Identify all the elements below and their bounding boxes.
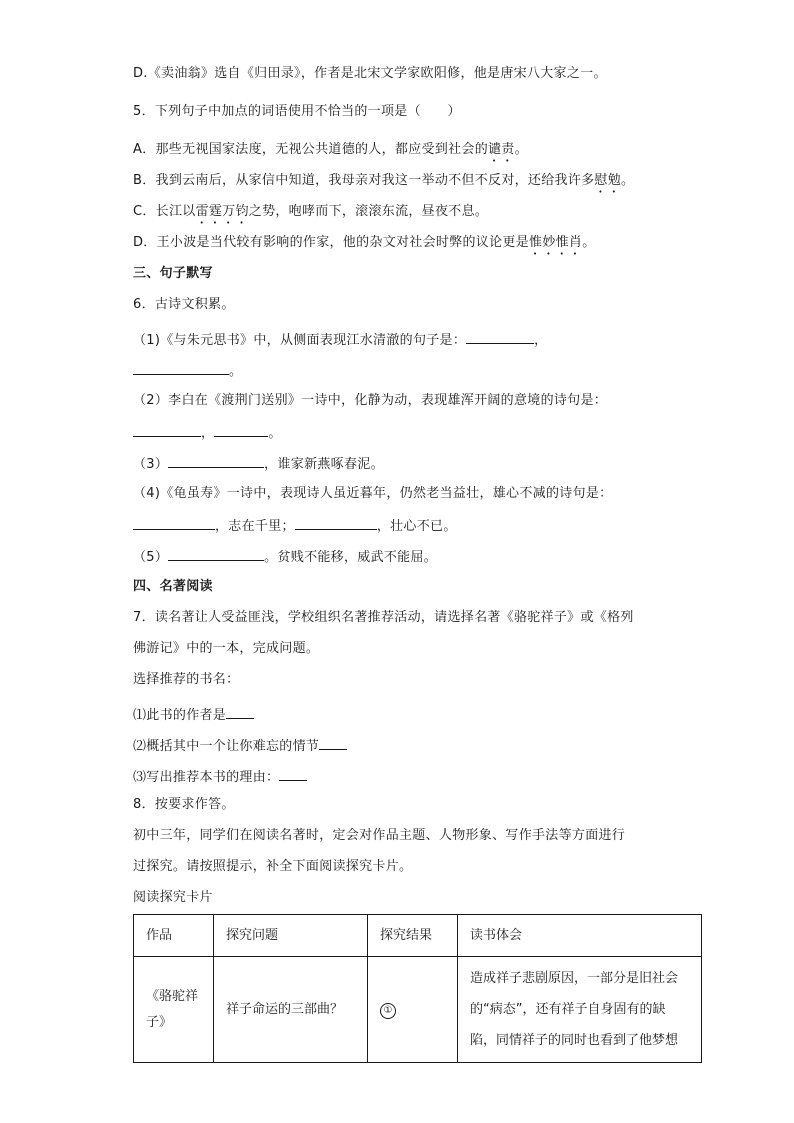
q7-stem-line2: 佛游记》中的一本，完成问题。 (133, 641, 320, 656)
q5-option-b (133, 171, 634, 196)
q5-d-text: D．王小波是当代较有影响的作家，他的杂文对社会时弊的议论更是 (133, 235, 530, 250)
q6-2-comma: ， (201, 426, 215, 441)
reflection-line3: 陷，同情祥子的同时也看到了他梦想 (470, 1033, 679, 1048)
q5-b-text: B．我到云南后，从家信中知道，我母亲对我这一举动不但不反对，还给我许多 (133, 173, 595, 188)
answer-blank[interactable] (133, 360, 229, 375)
q6-3-number: （3） (133, 457, 169, 472)
answer-blank[interactable] (319, 735, 347, 750)
q7-3-text: ⑶写出推荐本书的理由： (133, 770, 280, 785)
cell-reflection (458, 957, 702, 1063)
q5-d-dotted-word: 惟妙惟肖 (529, 235, 583, 250)
table-header-row (134, 915, 702, 957)
answer-blank[interactable] (168, 546, 264, 561)
q6-4-text-end: ，壮心不已。 (376, 519, 457, 534)
q7-book-choice: 选择推荐的书名： (133, 672, 240, 687)
reflection-line1: 造成祥子悲剧原因，一部分是旧社会 (470, 971, 679, 986)
q7-item-2 (133, 735, 347, 757)
q5-stem: 5．下列句子中加点的词语使用不恰当的一项是（ ） (133, 104, 461, 119)
q6-item-4: （4)《龟虽寿》一诗中，表现诗人虽近暮年，仍然老当益壮，雄心不减的诗句是： (133, 486, 613, 501)
section-4-heading: 四、名著阅读 (133, 579, 213, 594)
work-title-line2: 子》 (146, 1014, 173, 1030)
q5-c-end: 之势，咆哮而下，滚滚东流，昼夜不息。 (248, 204, 489, 219)
q6-item-3 (133, 453, 384, 475)
q7-item-3 (133, 766, 307, 788)
header-result: 探究结果 (368, 915, 458, 957)
q5-a-dotted-word: 谴责 (488, 142, 515, 157)
answer-blank[interactable] (226, 704, 254, 719)
answer-blank[interactable] (168, 453, 264, 468)
q6-5-text: 。贫贱不能移，威武不能屈。 (264, 550, 438, 565)
q5-d-end: 。 (582, 235, 596, 250)
q5-a-end: 。 (514, 142, 528, 157)
circled-number-1: ① (380, 1003, 396, 1019)
answer-blank[interactable] (279, 766, 307, 781)
header-question: 探究问题 (214, 915, 368, 957)
q6-item-2-cont (133, 422, 282, 444)
table-row (134, 957, 702, 1063)
q6-item-4-cont (133, 515, 457, 537)
q6-item-1-cont (133, 360, 242, 382)
answer-blank[interactable] (133, 515, 215, 530)
q6-1-period: 。 (229, 364, 243, 379)
reflection-line2: 的“病态”，还有祥子自身固有的缺 (470, 1002, 666, 1017)
q8-desc-line1: 初中三年，同学们在阅读名著时，定会对作品主题、人物形象、写作手法等方面进行 (133, 828, 626, 843)
q6-item-2: （2）李白在《渡荆门送别》一诗中，化静为动，表现雄浑开阔的意境的诗句是： (133, 393, 608, 408)
q7-2-text: ⑵概括其中一个让你难忘的情节 (133, 739, 320, 754)
section-3-heading: 三、句子默写 (133, 266, 213, 281)
answer-blank[interactable] (295, 515, 377, 530)
cell-result[interactable] (368, 957, 458, 1063)
q5-option-d (133, 233, 596, 258)
answer-blank[interactable] (133, 422, 201, 437)
q5-a-text: A．那些无视国家法度，无视公共道德的人，都应受到社会的 (133, 142, 488, 157)
q6-1-text: （1)《与朱元思书》中，从侧面表现江水清澈的句子是： (133, 333, 467, 348)
cell-work (134, 957, 214, 1063)
q5-option-c (133, 202, 488, 227)
q5-c-text: C．长江以 (133, 204, 196, 219)
q6-item-1 (133, 329, 547, 351)
q8-stem: 8．按要求作答。 (133, 797, 235, 812)
q7-item-1 (133, 704, 254, 726)
q7-stem-line1: 7．读名著让人受益匪浅，学校组织名著推荐活动，请选择名著《骆驼祥子》或《格列 (133, 610, 634, 625)
work-title-line1: 《骆驼祥 (146, 988, 199, 1004)
q5-b-end: 。 (621, 173, 635, 188)
q6-3-text: ，谁家新燕啄春泥。 (264, 457, 384, 472)
q5-b-dotted-word: 慰勉 (594, 173, 622, 188)
q6-4-text-mid: ，志在千里； (215, 519, 295, 534)
answer-blank[interactable] (466, 329, 534, 344)
q8-desc-line2: 过探究。请按照提示，补全下面阅读探究卡片。 (133, 859, 413, 874)
q7-1-text: ⑴此书的作者是 (133, 708, 227, 723)
q5-option-a (133, 140, 528, 165)
q6-5-number: （5） (133, 550, 169, 565)
card-title: 阅读探究卡片 (133, 890, 213, 905)
header-work: 作品 (134, 915, 214, 957)
q4-option-d: D.《卖油翁》选自《归田录》，作者是北宋文学家欧阳修，他是唐宋八大家之一。 (133, 66, 607, 81)
q6-1-comma: ， (534, 333, 548, 348)
q6-stem: 6．古诗文积累。 (133, 297, 235, 312)
q6-2-period: 。 (268, 426, 282, 441)
cell-question: 祥子命运的三部曲？ (214, 957, 368, 1063)
q6-item-5 (133, 546, 437, 568)
q5-c-dotted-word: 雷霆万钧 (195, 204, 249, 219)
header-reflection: 读书体会 (458, 915, 702, 957)
answer-blank[interactable] (214, 422, 268, 437)
reading-card-table (133, 914, 702, 1063)
